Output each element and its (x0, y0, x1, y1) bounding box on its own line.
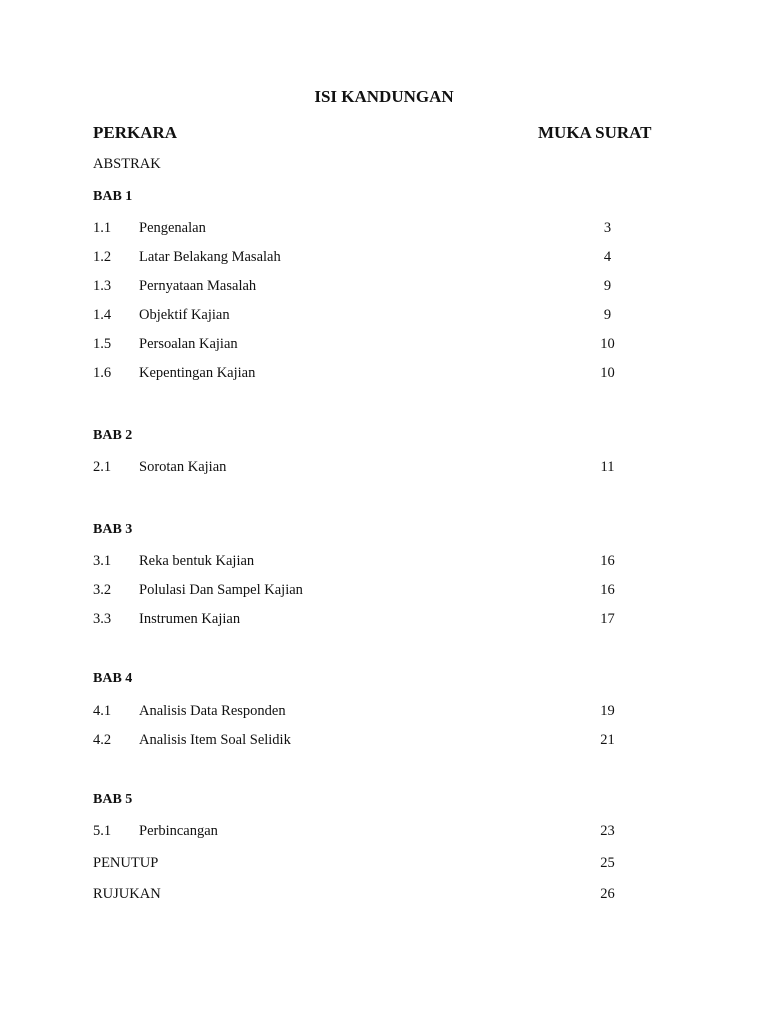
entry-page: 11 (600, 459, 615, 475)
chapter-heading: BAB 1 (93, 189, 133, 204)
chapter-heading: BAB 5 (93, 792, 133, 807)
column-header-muka-surat: MUKA SURAT (538, 123, 652, 142)
entry-page: 23 (600, 823, 615, 839)
entry-page: 21 (600, 732, 615, 748)
column-header-perkara: PERKARA (93, 123, 178, 142)
entry-label: Analisis Item Soal Selidik (139, 732, 291, 748)
closing-entry-page: 25 (600, 855, 615, 871)
entry-page: 10 (600, 365, 615, 381)
entry-page: 19 (600, 703, 615, 719)
entry-number: 1.4 (93, 307, 112, 323)
entry-label: Pernyataan Masalah (139, 278, 257, 294)
entry-label: Sorotan Kajian (139, 459, 227, 475)
entry-number: 1.5 (93, 336, 112, 352)
entry-number: 3.2 (93, 582, 112, 598)
entry-page: 17 (600, 611, 615, 627)
entry-number: 2.1 (93, 459, 112, 475)
entry-number: 3.3 (93, 611, 112, 627)
entry-label: Latar Belakang Masalah (139, 249, 281, 265)
entry-label: Objektif Kajian (139, 307, 230, 323)
entry-page: 16 (600, 553, 615, 569)
entry-label: Kepentingan Kajian (139, 365, 256, 381)
entry-page: 16 (600, 582, 615, 598)
entry-label: Instrumen Kajian (139, 611, 241, 627)
entry-page: 4 (603, 249, 612, 265)
entry-number: 1.3 (93, 278, 112, 294)
chapter-heading: BAB 4 (93, 671, 133, 686)
entry-page: 3 (603, 220, 612, 236)
entry-label: Pengenalan (139, 220, 206, 236)
entry-number: 1.2 (93, 249, 112, 265)
entry-label: Analisis Data Responden (139, 703, 286, 719)
entry-number: 1.1 (93, 220, 112, 236)
chapter-heading: BAB 2 (93, 428, 133, 443)
chapter-heading: BAB 3 (93, 522, 133, 537)
entry-label: Polulasi Dan Sampel Kajian (139, 582, 303, 598)
entry-label: Reka bentuk Kajian (139, 553, 255, 569)
entry-number: 1.6 (93, 365, 112, 381)
entry-number: 4.1 (93, 703, 112, 719)
entry-label: Persoalan Kajian (139, 336, 238, 352)
abstract-entry: ABSTRAK (93, 156, 161, 172)
closing-entry-label: PENUTUP (93, 855, 159, 871)
page-title: ISI KANDUNGAN (314, 87, 454, 106)
entry-label: Perbincangan (139, 823, 218, 839)
entry-number: 4.2 (93, 732, 112, 748)
entry-page: 9 (603, 307, 612, 323)
entry-page: 9 (603, 278, 612, 294)
entry-page: 10 (600, 336, 615, 352)
closing-entry-label: RUJUKAN (93, 886, 161, 902)
entry-number: 3.1 (93, 553, 112, 569)
entry-number: 5.1 (93, 823, 112, 839)
closing-entry-page: 26 (600, 886, 615, 902)
